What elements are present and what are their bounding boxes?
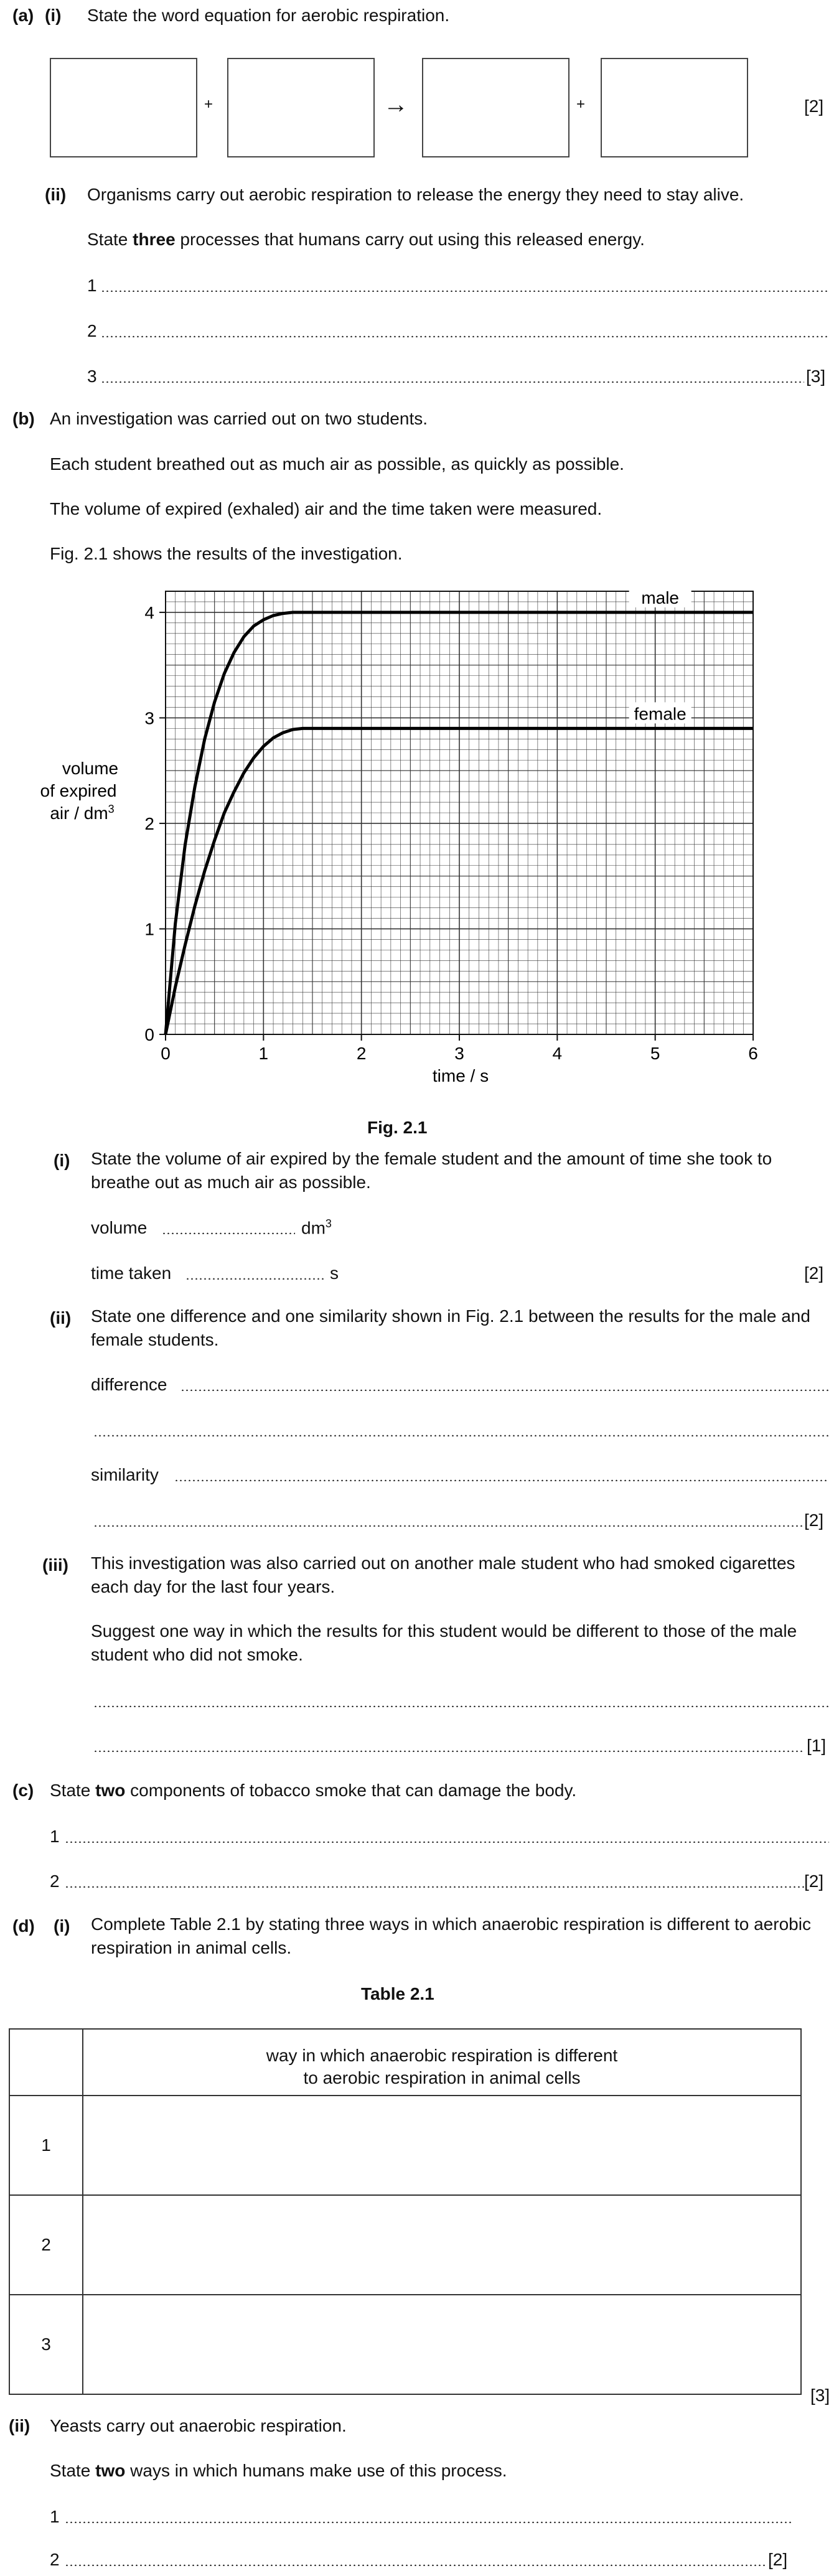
part-a-ii-question: Organisms carry out aerobic respiration to release the energy they need to stay alive. bbox=[87, 185, 744, 204]
answer-line-number: 2 bbox=[50, 2550, 60, 2569]
table-answer-cell-2[interactable] bbox=[83, 2195, 801, 2295]
chart-ticks bbox=[144, 603, 757, 1063]
part-d-i-label: (i) bbox=[54, 1916, 70, 1936]
volume-answer-line[interactable] bbox=[162, 1232, 295, 1234]
table-header-line-2: to aerobic respiration in animal cells bbox=[303, 2068, 581, 2087]
answer-line-number: 2 bbox=[50, 1871, 60, 1891]
part-d-ii-label: (ii) bbox=[9, 2416, 30, 2435]
x-axis-label: time / s bbox=[432, 1066, 489, 1085]
marks-b-iii: [1] bbox=[807, 1736, 827, 1755]
part-b-iii-question: This investigation was also carried out on another male student who had smoked cigarettes each day for the last four years. bbox=[91, 1553, 795, 1596]
part-b-i-label: (i) bbox=[54, 1151, 70, 1170]
marks-b-i: [2] bbox=[804, 1263, 824, 1283]
equation-box-product-1[interactable] bbox=[422, 58, 569, 157]
marks-d-i: [3] bbox=[810, 2386, 830, 2405]
similarity-label: similarity bbox=[91, 1465, 159, 1484]
answer-line-number: 3 bbox=[87, 367, 97, 386]
part-c-question: State two components of tobacco smoke that can damage the body. bbox=[50, 1781, 577, 1800]
table-row-number: 3 bbox=[9, 2295, 83, 2394]
table-header-cell bbox=[83, 2029, 801, 2096]
answer-line-number: 1 bbox=[50, 2507, 60, 2526]
part-b-ii-question: State one difference and one similarity shown in Fig. 2.1 between the results for the male and female students. bbox=[91, 1306, 810, 1349]
table-2-1 bbox=[9, 2028, 802, 2395]
arrow-sign: → bbox=[383, 91, 408, 118]
equation-box-reactant-1[interactable] bbox=[50, 58, 197, 157]
answer-line-number: 1 bbox=[87, 276, 97, 295]
marks-a-i: [2] bbox=[804, 96, 824, 116]
x-tick-label: 2 bbox=[356, 1044, 367, 1063]
equation-box-reactant-2[interactable] bbox=[227, 58, 375, 157]
y-axis-label-line-3: air / $dm^3$ bbox=[50, 803, 115, 823]
c-answer-line-1[interactable] bbox=[65, 1841, 829, 1843]
table-header-line-1: way in which anaerobic respiration is different bbox=[266, 2046, 618, 2065]
answer-line-a-ii-1[interactable] bbox=[101, 290, 829, 292]
plus-sign-2: + bbox=[576, 96, 586, 113]
volume-unit: $dm^3$ bbox=[301, 1217, 332, 1238]
part-b-iii-label: (iii) bbox=[42, 1555, 68, 1575]
series-label-male: male bbox=[641, 588, 680, 607]
x-tick-label: 0 bbox=[161, 1044, 171, 1063]
y-tick-label: 2 bbox=[144, 813, 154, 833]
y-axis-label-line-2: of expired bbox=[40, 781, 117, 800]
part-b-intro-4: Fig. 2.1 shows the results of the investigation. bbox=[50, 544, 403, 563]
table-answer-cell-1[interactable] bbox=[83, 2096, 801, 2195]
time-answer-line[interactable] bbox=[185, 1278, 324, 1280]
b-iii-answer-line-1[interactable] bbox=[93, 1705, 829, 1707]
part-a-ii-instruction: State three processes that humans carry out using this released energy. bbox=[87, 230, 645, 249]
x-tick-label: 5 bbox=[650, 1044, 660, 1063]
part-a-i-label: (i) bbox=[45, 6, 62, 25]
x-tick-label: 1 bbox=[258, 1044, 269, 1063]
time-label: time taken bbox=[91, 1263, 172, 1283]
table-row-number: 2 bbox=[9, 2195, 83, 2295]
part-d-i-question: Complete Table 2.1 by stating three ways in which anaerobic respiration is different to aerobic respiration in animal cells. bbox=[91, 1914, 811, 1957]
plus-sign-1: + bbox=[204, 96, 213, 113]
y-tick-label: 0 bbox=[144, 1025, 154, 1044]
answer-line-number: 1 bbox=[50, 1827, 60, 1846]
part-b-ii-label: (ii) bbox=[50, 1308, 72, 1328]
part-d-ii-question: Yeasts carry out anaerobic respiration. bbox=[50, 2416, 347, 2435]
table-title: Table 2.1 bbox=[361, 1984, 434, 2003]
answer-line-a-ii-3[interactable] bbox=[101, 381, 804, 383]
fig-2-1-graph bbox=[0, 579, 839, 1114]
part-c-label: (c) bbox=[12, 1781, 34, 1800]
difference-answer-line-1[interactable] bbox=[180, 1389, 829, 1391]
table-corner-cell bbox=[9, 2029, 83, 2096]
y-axis-label-line-1: volume bbox=[62, 759, 119, 778]
similarity-answer-line-1[interactable] bbox=[174, 1479, 829, 1481]
part-b-label: (b) bbox=[12, 409, 35, 428]
x-tick-label: 4 bbox=[552, 1044, 563, 1063]
y-tick-label: 4 bbox=[144, 602, 154, 622]
part-a-label: (a) bbox=[12, 6, 34, 25]
marks-a-ii: [3] bbox=[806, 367, 826, 386]
part-b-iii-instruction: Suggest one way in which the results for this student would be different to those of the male student who did not smoke. bbox=[91, 1621, 797, 1664]
part-a-ii-label: (ii) bbox=[45, 185, 67, 204]
b-iii-answer-line-2[interactable] bbox=[93, 1750, 804, 1752]
chart-labels bbox=[629, 586, 691, 723]
d-ii-answer-line-1[interactable] bbox=[65, 2521, 792, 2523]
volume-label: volume bbox=[91, 1218, 148, 1237]
fig-caption: Fig. 2.1 bbox=[367, 1118, 428, 1137]
difference-answer-line-2[interactable] bbox=[93, 1435, 829, 1436]
time-unit: s bbox=[330, 1263, 339, 1283]
y-tick-label: 3 bbox=[144, 708, 154, 728]
equation-box-product-2[interactable] bbox=[601, 58, 748, 157]
part-a-i-question: State the word equation for aerobic respiration. bbox=[87, 6, 450, 25]
part-b-intro-2: Each student breathed out as much air as possible, as quickly as possible. bbox=[50, 454, 624, 474]
x-tick-label: 3 bbox=[454, 1044, 464, 1063]
y-tick-label: 1 bbox=[144, 919, 154, 939]
part-d-ii-instruction: State two ways in which humans make use of this process. bbox=[50, 2461, 507, 2480]
c-answer-line-2[interactable] bbox=[65, 1886, 804, 1888]
marks-c: [2] bbox=[804, 1871, 824, 1891]
table-answer-cell-3[interactable] bbox=[83, 2295, 801, 2394]
marks-b-ii: [2] bbox=[804, 1510, 824, 1530]
part-b-intro-1: An investigation was carried out on two students. bbox=[50, 409, 428, 428]
part-b-i-question: State the volume of air expired by the female student and the amount of time she took to breathe out as much air as possible. bbox=[91, 1149, 772, 1192]
answer-line-a-ii-2[interactable] bbox=[101, 335, 829, 337]
d-ii-answer-line-2[interactable] bbox=[65, 2564, 767, 2566]
difference-label: difference bbox=[91, 1375, 167, 1394]
marks-d-ii: [2] bbox=[768, 2550, 788, 2569]
x-tick-label: 6 bbox=[748, 1044, 758, 1063]
part-d-label: (d) bbox=[12, 1916, 35, 1936]
table-row-number: 1 bbox=[9, 2096, 83, 2195]
similarity-answer-line-2[interactable] bbox=[93, 1525, 804, 1527]
series-label-female: female bbox=[634, 704, 687, 724]
part-b-intro-3: The volume of expired (exhaled) air and the time taken were measured. bbox=[50, 499, 602, 518]
answer-line-number: 2 bbox=[87, 321, 97, 340]
